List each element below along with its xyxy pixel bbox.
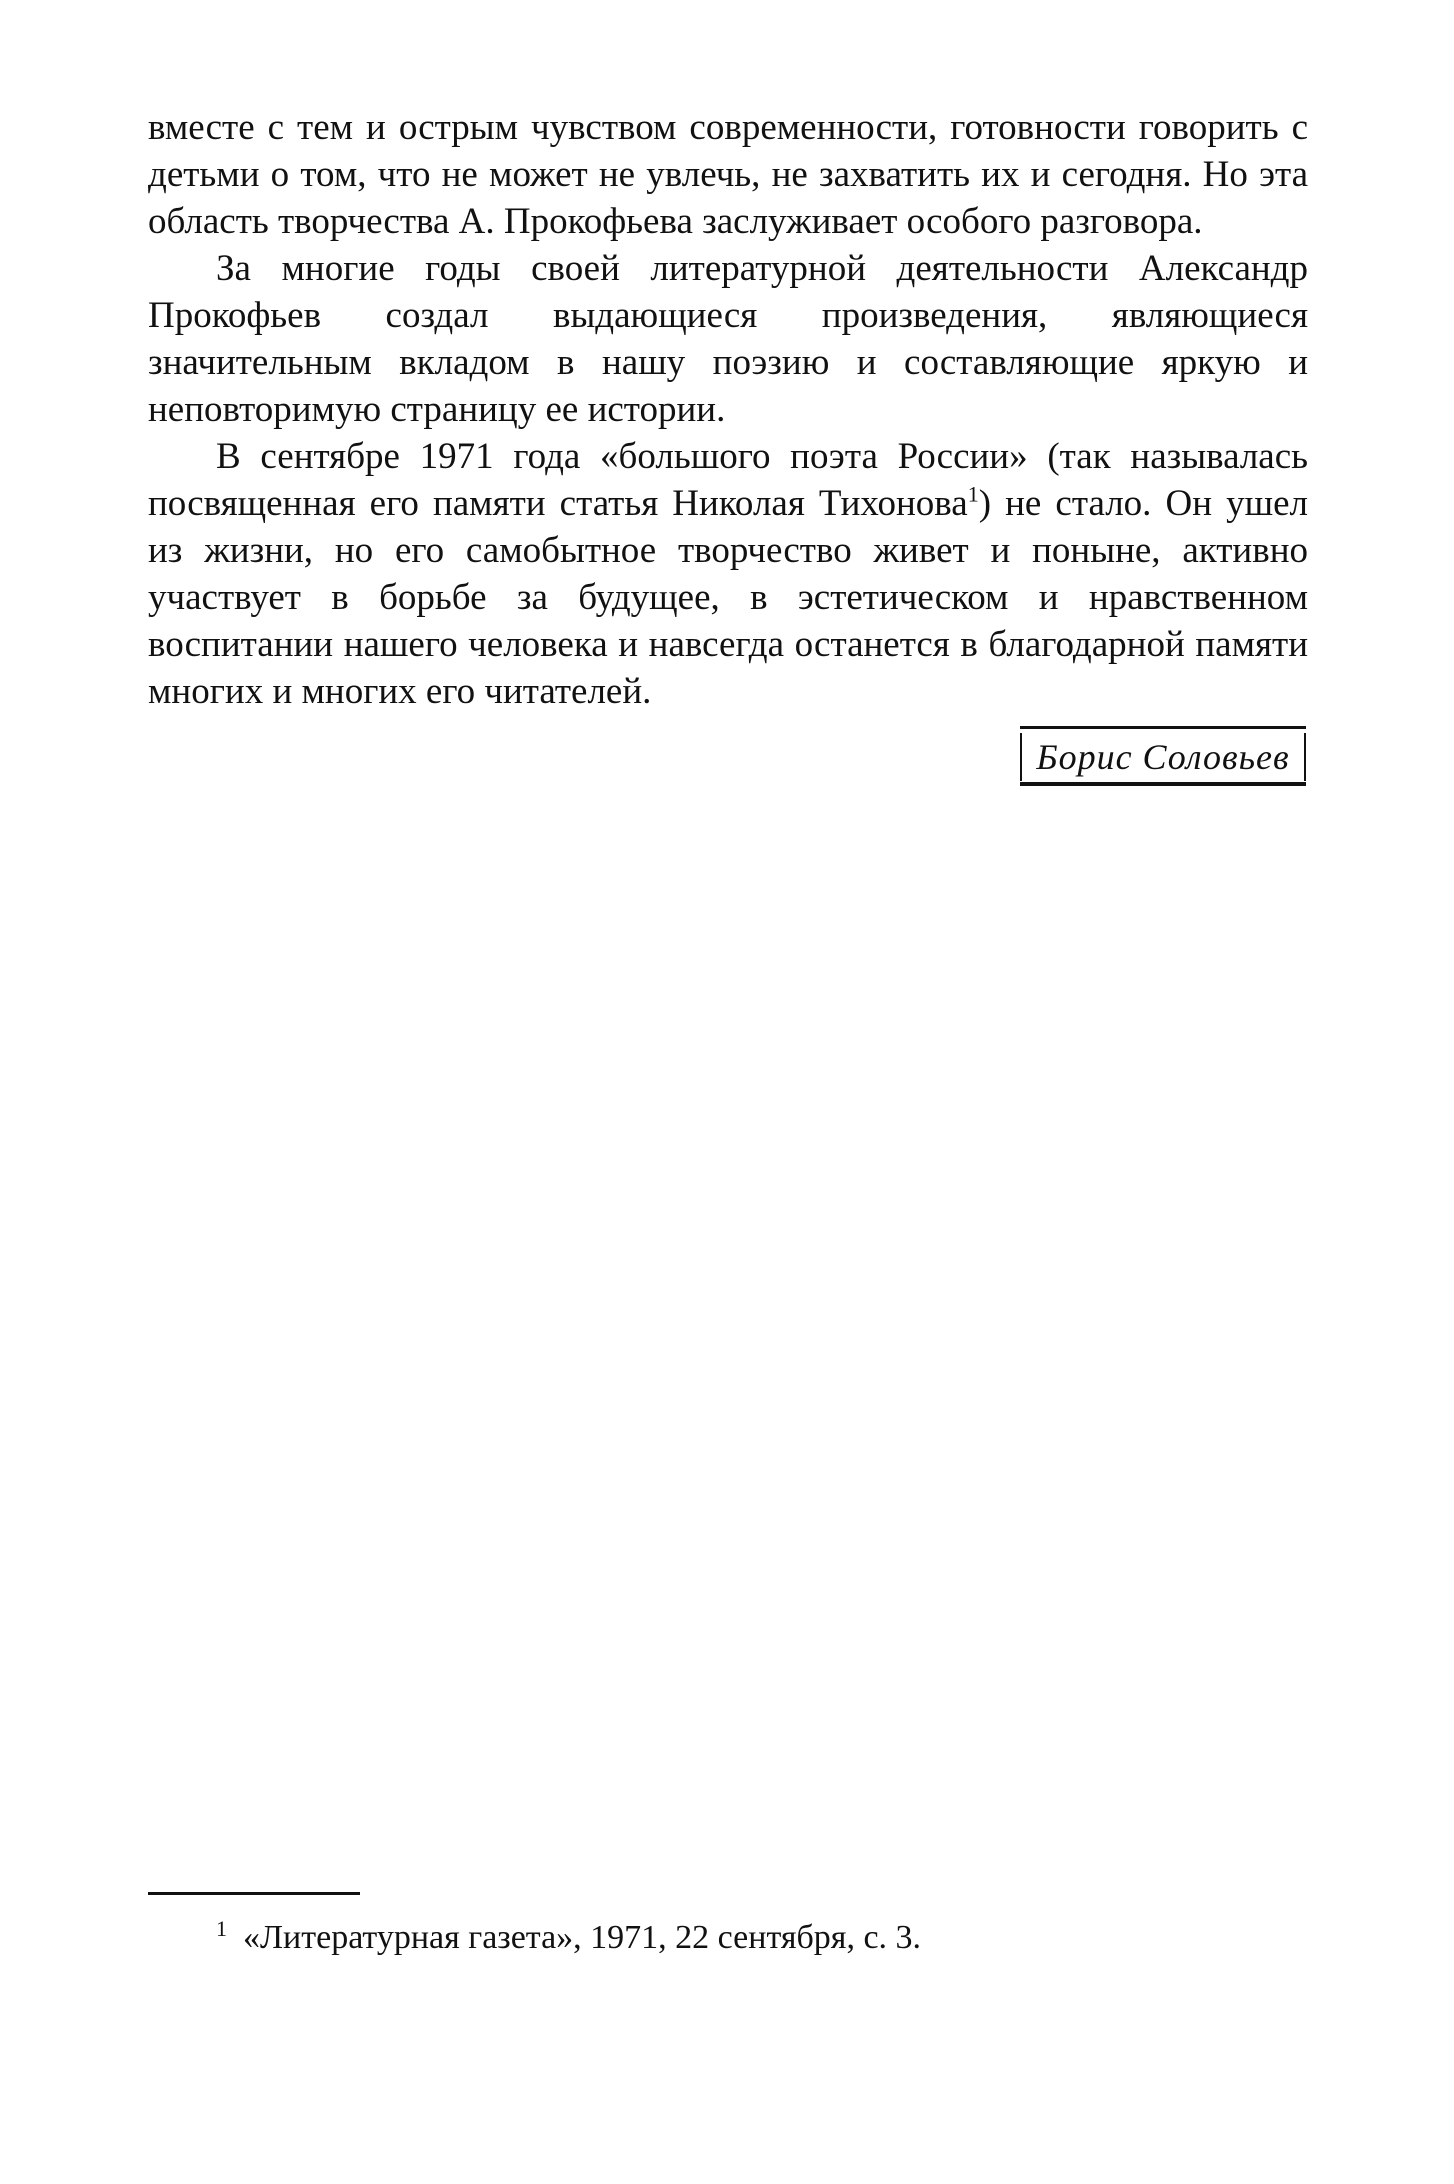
footnote-divider (148, 1892, 360, 1895)
paragraph: За многие годы своей литературной деятельности Александр Прокофьев создал выдающиеся произведения, являющиеся значительным вкладом в нашу поэзию и составляющие яркую и неповторимую страницу ее истории. (148, 248, 1308, 430)
footnote (216, 1916, 1216, 1960)
paragraph-continuation: вместе с тем и острым чувством современности, готовности говорить с детьми о том, что не может не увлечь, не захватить их и сегодня. Но эта область творчества А. Прокофьева заслуживает особого разговора. (148, 107, 1308, 242)
paragraph-text: ) не стало. Он ушел из жизни, но его самобытное творчество живет и поныне, активно участвует в борьбе за будущее, в эстетическом и нравственном воспитании нашего человека и навсегда останется в благодарной памяти многих и многих его читателей. (148, 483, 1308, 712)
footnote-text: «Литературная газета», 1971, 22 сентября, с. 3. (243, 1919, 922, 1956)
author-signature-frame (1020, 726, 1306, 786)
footnote-reference[interactable]: 1 (967, 481, 979, 507)
author-signature: Борис Соловьев (1020, 733, 1306, 781)
footnote-number: 1 (216, 1915, 227, 1941)
body-text (148, 104, 1308, 715)
paragraph-text: В сентябре 1971 года «большого поэта России» (так называлась посвященная его памяти статья Николая Тихонова (148, 436, 1308, 524)
paragraph (148, 433, 1308, 715)
